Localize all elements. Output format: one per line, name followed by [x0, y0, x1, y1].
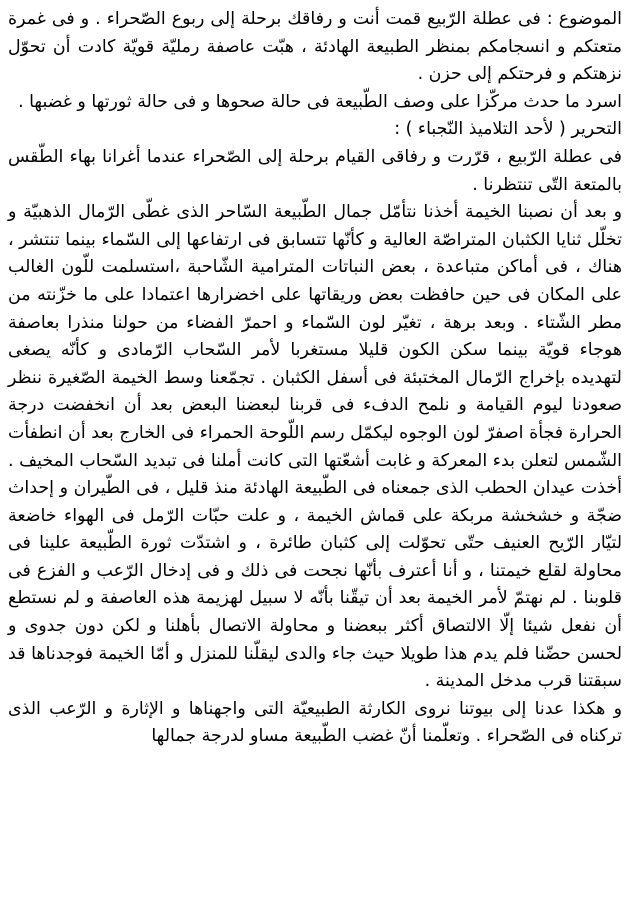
essay-paragraph-body: و بعد أن نصبنا الخيمة أخذنا نتأمّل جمال الطّبيعة السّاحر الذى غطّى الرّمال الذهبيّة و تخلّل ثنايا الكثبان المتراصّة العالية و كأنّها تتسابق فى ارتفاعها إلى السّماء بينما تنتشر ، هناك ، فى أماكن متباعدة ، بعض النباتات المترامية الشّاحبة ،استسلمت للّون الغالب على المكان فى حين حافظت بعض وريقاتها على اخضرارها اعتمادا على ما خزّنته من مطر الشّتاء . وبعد برهة ، تغيّر لون السّماء و احمرّ الفضاء من حولنا منذرا بعاصفة هوجاء قويّة بينما سكن الكون قليلا مستغربا لأمر السّحاب الرّمادى و كأنّه يصغى لتهديده بإخراج الرّمال المختبئة فى أسفل الكثبان . تجمّعنا وسط الخيمة الصّغيرة ننظر صعودنا ليوم القيامة و نلمح الدفء فى قربنا لبعضنا البعض بعد أن انخفضت درجة الحرارة فجأة اصفرّ لون الوجوه ليكمّل رسم اللّوحة الحمراء فى الخارج بعد أن انطفأت الشّمس لتعلن بدء المعركة و غابت أشعّتها التى كانت أملنا فى تبديد السّحاب المخيف . أخذت عيدان الحطب الذى جمعناه فى الطّبيعة الهادئة منذ قليل ، فى الطّيران و إحداث ضجّة و خشخشة مربكة على قماش الخيمة ، و علت حبّات الرّمل فى الهواء خاضعة لتيّار الرّيح العنيف حتّى تحوّلت إلى كثبان طائرة ، و اشتدّت ثورة الطّبيعة علينا فى محاولة لقلع خيمتنا ، و أنا أعترف بأنّها نجحت فى ذلك و فى إدخال الرّعب و الفزع فى قلوبنا . لم نهتمّ لأمر الخيمة بعد أن تيقّنا بأنّه لا سبيل لهزيمة هذه العاصفة و لم نستطع أن نفعل شيئا إلّا الالتصاق أكثر ببعضنا و محاولة الاتصال بأهلنا و لكن دون جدوى و لحسن حضّنا فلم يدم هذا طويلا حيث جاء والدى ليقلّنا للمنزل و أمّا الخيمة فوجدناها قد سبقتنا قرب مدخل المدينة .	[8, 202, 622, 692]
essay-task: اسرد ما حدث مركّزا على وصف الطّبيعة فى حالة صحوها و فى حالة ثورتها و غضبها .	[18, 91, 622, 112]
essay-paragraph-conclusion: و هكذا عدنا إلى بيوتنا نروى الكارثة الطبيعيّة التى واجهناها و الإثارة و الرّعب الذى تركناه فى الصّحراء . وتعلّمنا أنّ غضب الطّبيعة مساو لدرجة جمالها	[8, 698, 622, 747]
essay-topic: الموضوع : فى عطلة الرّبيع قمت أنت و رفاقك برحلة إلى ربوع الصّحراء . و فى غمرة متعتكم و انسجامكم بمنظر الطبيعة الهادئة ، هبّت عاصفة رمليّة قويّة كادت أن تحوّل نزهتكم و فرحتكم إلى حزن .	[8, 9, 622, 85]
essay-paragraph-intro: فى عطلة الرّبيع ، قرّرت و رفاقى القيام برحلة إلى الصّحراء عندما أغرانا بهاء الطّقس بالمتعة التّى تنتظرنا .	[8, 146, 622, 195]
essay-heading: التحرير ( لأحد التلاميذ النّجباء ) :	[394, 119, 622, 140]
